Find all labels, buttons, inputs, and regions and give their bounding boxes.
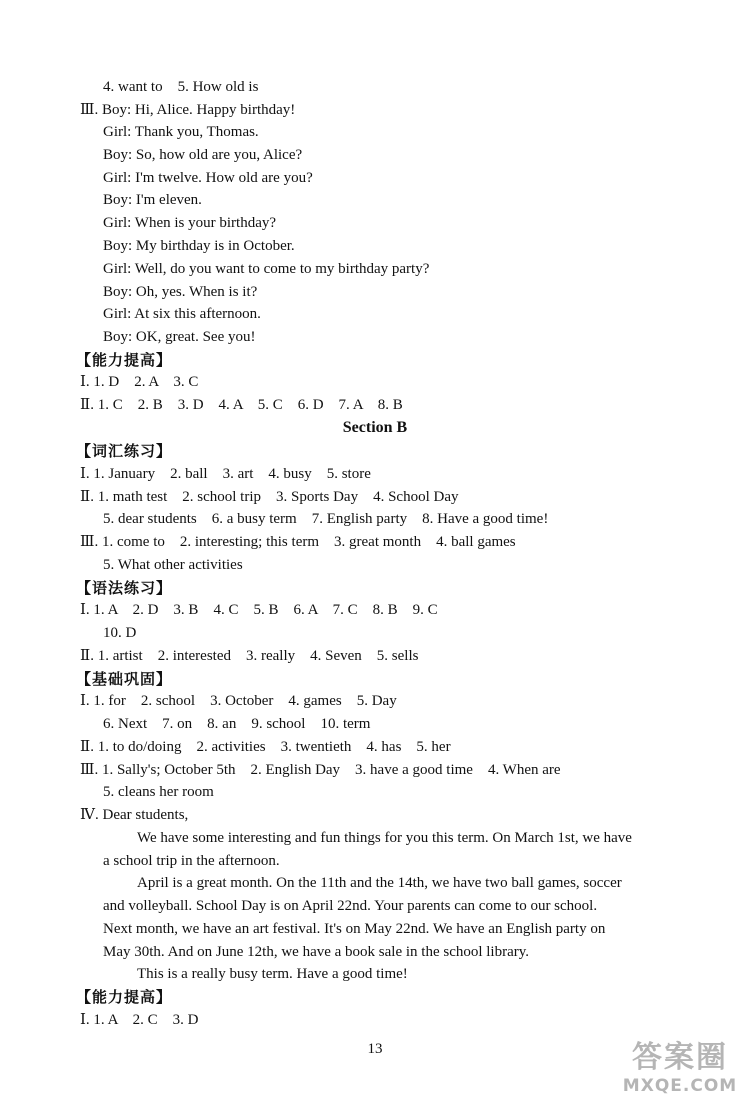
watermark-logo [616,1040,744,1102]
answer-line: 10. D [103,625,137,641]
dialogue-line: Girl: When is your birthday? [103,215,277,231]
heading-basics: 【基础巩固】 [76,670,173,688]
letter-line: This is a really busy term. Have a good time! [137,966,408,982]
letter-line: We have some interesting and fun things for you this term. On March 1st, we have [137,830,632,846]
page-number: 13 [367,1041,383,1057]
answer-line: Ⅱ. 1. C 2. B 3. D 4. A 5. C 6. D 7. A 8. B [80,397,403,413]
letter-greeting: Ⅳ. Dear students, [80,807,189,823]
answer-line: Ⅰ. 1. January 2. ball 3. art 4. busy 5. store [80,466,371,482]
answer-line: 6. Next 7. on 8. an 9. school 10. term [103,716,371,732]
dialogue-line: Ⅲ. Boy: Hi, Alice. Happy birthday! [80,102,296,118]
answer-line: Ⅰ. 1. A 2. C 3. D [80,1012,199,1028]
dialogue-line: Girl: Well, do you want to come to my birthday party? [103,261,430,277]
answer-line: Ⅱ. 1. math test 2. school trip 3. Sports Day 4. School Day [80,489,459,505]
dialogue-line: Boy: OK, great. See you! [103,329,256,345]
letter-line: Next month, we have an art festival. It's on May 22nd. We have an English party on [103,921,606,937]
dialogue-line: Boy: My birthday is in October. [103,238,295,254]
heading-vocabulary: 【词汇练习】 [76,442,173,460]
dialogue-line: Girl: I'm twelve. How old are you? [103,170,313,186]
answer-line: Ⅱ. 1. artist 2. interested 3. really 4. Seven 5. sells [80,648,419,664]
letter-line: and volleyball. School Day is on April 22nd. Your parents can come to our school. [103,898,598,914]
letter-line: May 30th. And on June 12th, we have a book sale in the school library. [103,944,530,960]
section-title: Section B [342,419,408,436]
answer-line: 5. cleans her room [103,784,214,800]
dialogue-line: Boy: I'm eleven. [103,192,202,208]
answer-line: Ⅲ. 1. come to 2. interesting; this term 3. great month 4. ball games [80,534,516,550]
letter-line: April is a great month. On the 11th and the 14th, we have two ball games, soccer [137,875,622,891]
answer-line: Ⅰ. 1. A 2. D 3. B 4. C 5. B 6. A 7. C 8. B 9. C [80,602,438,618]
answer-line: Ⅰ. 1. D 2. A 3. C [80,374,199,390]
answer-line: Ⅱ. 1. to do/doing 2. activities 3. twentieth 4. has 5. her [80,739,451,755]
heading-ability: 【能力提高】 [76,988,173,1006]
heading-grammar: 【语法练习】 [76,579,173,597]
answer-line: Ⅰ. 1. for 2. school 3. October 4. games 5. Day [80,693,397,709]
letter-line: a school trip in the afternoon. [103,853,280,869]
answer-line: 4. want to 5. How old is [103,79,259,95]
heading-ability: 【能力提高】 [76,351,173,369]
dialogue-line: Boy: Oh, yes. When is it? [103,284,258,300]
dialogue-line: Boy: So, how old are you, Alice? [103,147,303,163]
dialogue-line: Girl: Thank you, Thomas. [103,124,259,140]
watermark-top-text: 答案圈 [632,1040,728,1075]
answer-line: 5. What other activities [103,557,243,573]
answer-line: Ⅲ. 1. Sally's; October 5th 2. English Day 3. have a good time 4. When are [80,762,561,778]
answer-line: 5. dear students 6. a busy term 7. English party 8. Have a good time! [103,511,549,527]
dialogue-line: Girl: At six this afternoon. [103,306,261,322]
watermark-bottom-text: MXQE.COM [622,1076,738,1096]
